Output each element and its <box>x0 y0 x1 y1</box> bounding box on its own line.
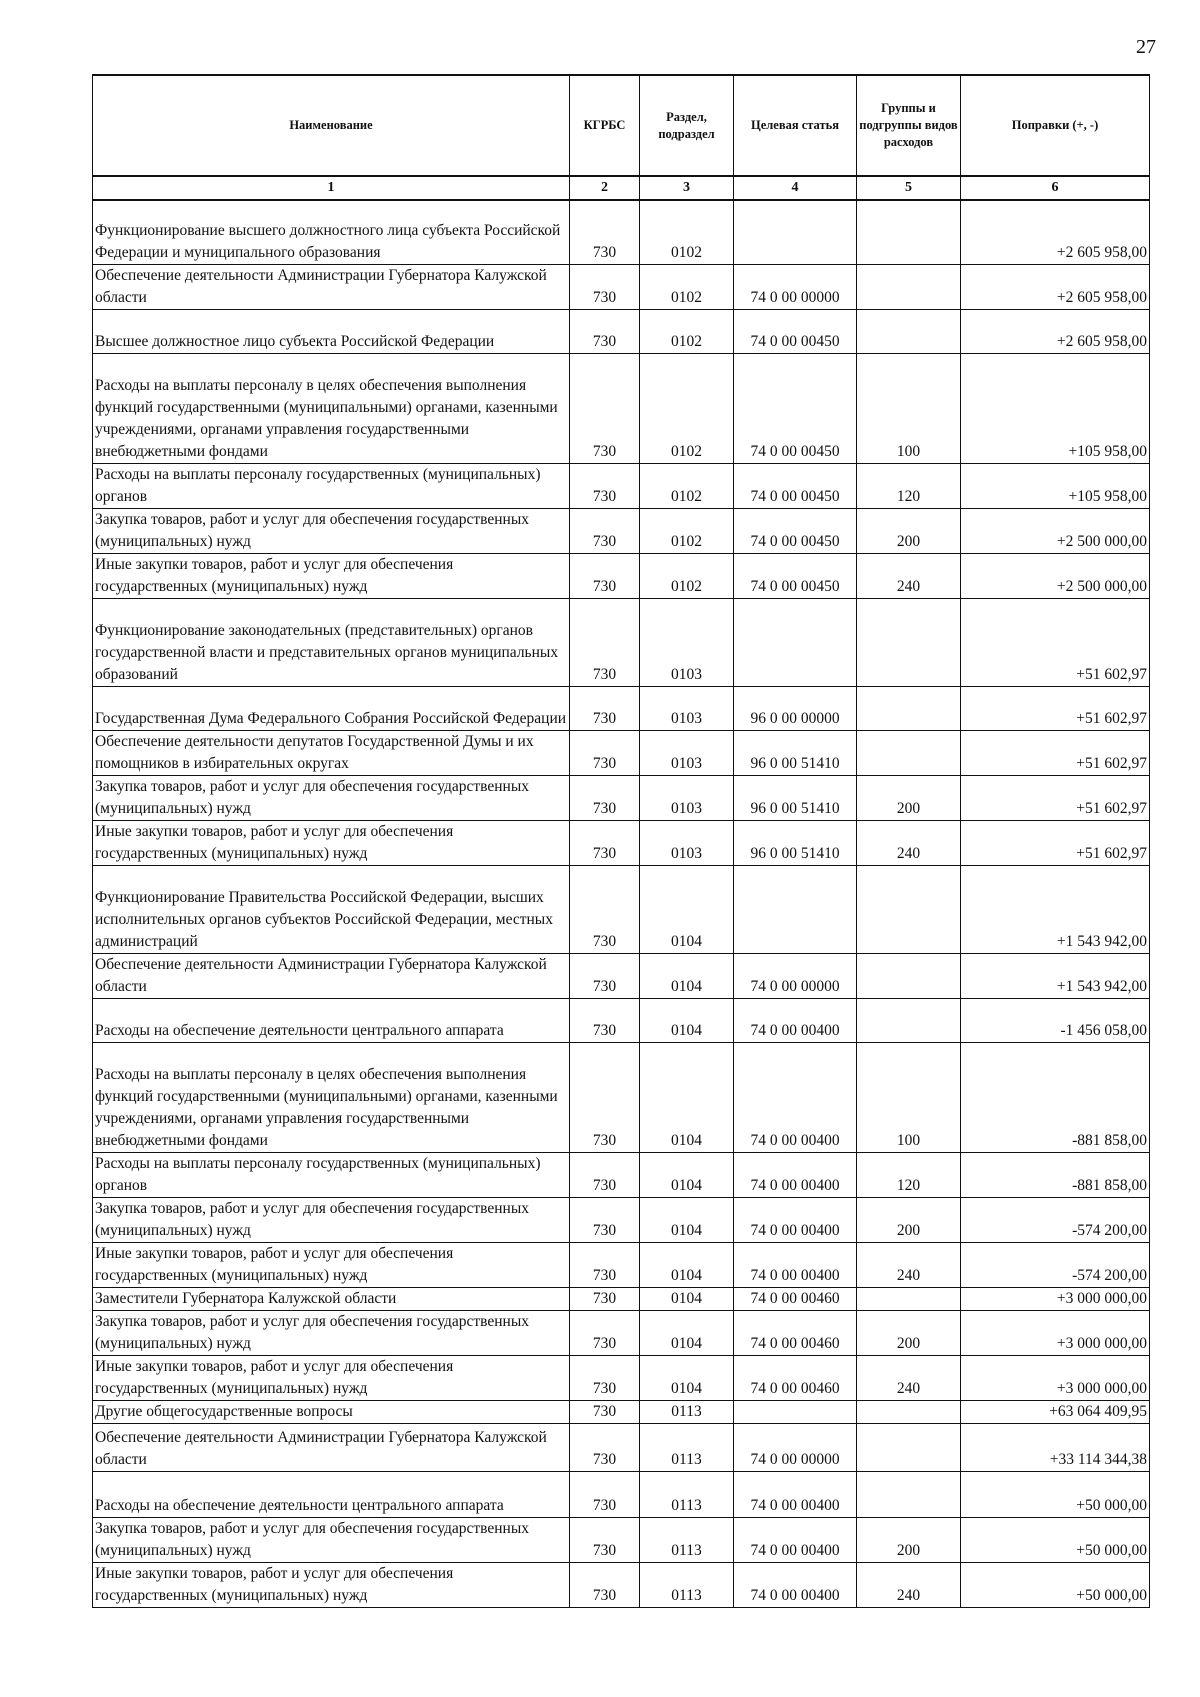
row-group <box>857 1400 961 1423</box>
row-section: 0102 <box>640 508 734 553</box>
column-number: 2 <box>570 176 640 200</box>
row-target: 74 0 00 00450 <box>734 553 857 598</box>
row-target: 74 0 00 00450 <box>734 508 857 553</box>
row-name: Иные закупки товаров, работ и услуг для обеспечения государственных (муниципальных) нужд <box>93 1562 570 1607</box>
row-amount: +63 064 409,95 <box>961 1400 1150 1423</box>
row-name: Закупка товаров, работ и услуг для обеспечения государственных (муниципальных) нужд <box>93 1517 570 1562</box>
row-kgrbs: 730 <box>570 1287 640 1310</box>
row-target: 96 0 00 00000 <box>734 686 857 730</box>
row-name: Обеспечение деятельности Администрации Губернатора Калужской области <box>93 1423 570 1471</box>
table-row <box>93 775 1150 820</box>
row-section: 0103 <box>640 730 734 775</box>
row-section: 0103 <box>640 686 734 730</box>
row-target: 96 0 00 51410 <box>734 730 857 775</box>
row-group: 240 <box>857 1562 961 1607</box>
row-amount: -1 456 058,00 <box>961 998 1150 1042</box>
row-name: Обеспечение деятельности Администрации Губернатора Калужской области <box>93 953 570 998</box>
row-kgrbs: 730 <box>570 1310 640 1355</box>
row-name: Закупка товаров, работ и услуг для обеспечения государственных (муниципальных) нужд <box>93 775 570 820</box>
row-amount: +105 958,00 <box>961 353 1150 463</box>
row-section: 0102 <box>640 309 734 353</box>
row-group: 200 <box>857 1197 961 1242</box>
row-name: Закупка товаров, работ и услуг для обеспечения государственных (муниципальных) нужд <box>93 1197 570 1242</box>
table-row <box>93 1197 1150 1242</box>
row-kgrbs: 730 <box>570 553 640 598</box>
row-group: 120 <box>857 1152 961 1197</box>
row-name: Функционирование высшего должностного лица субъекта Российской Федерации и муниципального образования <box>93 200 570 264</box>
row-kgrbs: 730 <box>570 1471 640 1517</box>
column-number: 3 <box>640 176 734 200</box>
row-group <box>857 865 961 953</box>
row-group: 240 <box>857 553 961 598</box>
row-name: Закупка товаров, работ и услуг для обеспечения государственных (муниципальных) нужд <box>93 1310 570 1355</box>
table-row <box>93 1310 1150 1355</box>
row-group: 200 <box>857 1517 961 1562</box>
row-name: Расходы на выплаты персоналу в целях обеспечения выполнения функций государственными (муниципальными) органами, казенными учреждениями, органами управления государственными внебюджетными фондами <box>93 353 570 463</box>
row-amount: +51 602,97 <box>961 730 1150 775</box>
row-target <box>734 1400 857 1423</box>
row-kgrbs: 730 <box>570 1355 640 1400</box>
row-name: Расходы на выплаты персоналу государственных (муниципальных) органов <box>93 463 570 508</box>
table-row <box>93 553 1150 598</box>
row-group: 240 <box>857 1242 961 1287</box>
row-name: Расходы на выплаты персоналу в целях обеспечения выполнения функций государственными (муниципальными) органами, казенными учреждениями, органами управления государственными внебюджетными фондами <box>93 1042 570 1152</box>
row-section: 0113 <box>640 1423 734 1471</box>
row-kgrbs: 730 <box>570 953 640 998</box>
row-amount: +2 605 958,00 <box>961 264 1150 309</box>
row-target: 74 0 00 00450 <box>734 309 857 353</box>
row-section: 0103 <box>640 598 734 686</box>
row-name: Расходы на обеспечение деятельности центрального аппарата <box>93 1471 570 1517</box>
row-section: 0102 <box>640 463 734 508</box>
row-section: 0104 <box>640 953 734 998</box>
table-row <box>93 598 1150 686</box>
row-target: 74 0 00 00000 <box>734 953 857 998</box>
row-target: 74 0 00 00000 <box>734 264 857 309</box>
row-name: Государственная Дума Федерального Собрания Российской Федерации <box>93 686 570 730</box>
row-amount: -881 858,00 <box>961 1042 1150 1152</box>
row-group <box>857 309 961 353</box>
row-target: 74 0 00 00400 <box>734 998 857 1042</box>
row-kgrbs: 730 <box>570 1152 640 1197</box>
row-group: 200 <box>857 508 961 553</box>
row-target: 74 0 00 00450 <box>734 353 857 463</box>
row-target: 74 0 00 00450 <box>734 463 857 508</box>
row-name: Закупка товаров, работ и услуг для обеспечения государственных (муниципальных) нужд <box>93 508 570 553</box>
row-target: 74 0 00 00460 <box>734 1287 857 1310</box>
row-kgrbs: 730 <box>570 463 640 508</box>
row-section: 0104 <box>640 1287 734 1310</box>
row-name: Иные закупки товаров, работ и услуг для обеспечения государственных (муниципальных) нужд <box>93 820 570 865</box>
row-target: 96 0 00 51410 <box>734 820 857 865</box>
row-section: 0113 <box>640 1400 734 1423</box>
table-row <box>93 1517 1150 1562</box>
row-kgrbs: 730 <box>570 264 640 309</box>
header-row <box>93 75 1150 176</box>
table-row <box>93 353 1150 463</box>
table-row <box>93 1562 1150 1607</box>
header-section: Раздел, подраздел <box>640 75 734 176</box>
table-row <box>93 309 1150 353</box>
row-kgrbs: 730 <box>570 998 640 1042</box>
row-group: 200 <box>857 775 961 820</box>
row-group <box>857 730 961 775</box>
row-section: 0104 <box>640 1355 734 1400</box>
row-group: 100 <box>857 1042 961 1152</box>
row-amount: +1 543 942,00 <box>961 865 1150 953</box>
row-amount: +2 605 958,00 <box>961 309 1150 353</box>
row-kgrbs: 730 <box>570 730 640 775</box>
row-amount: +33 114 344,38 <box>961 1423 1150 1471</box>
row-group <box>857 1287 961 1310</box>
row-amount: +105 958,00 <box>961 463 1150 508</box>
row-group <box>857 686 961 730</box>
row-name: Другие общегосударственные вопросы <box>93 1400 570 1423</box>
row-amount: -881 858,00 <box>961 1152 1150 1197</box>
row-section: 0104 <box>640 1152 734 1197</box>
row-kgrbs: 730 <box>570 598 640 686</box>
row-amount: +50 000,00 <box>961 1517 1150 1562</box>
row-section: 0104 <box>640 998 734 1042</box>
row-group: 100 <box>857 353 961 463</box>
row-group: 240 <box>857 820 961 865</box>
header-target: Целевая статья <box>734 75 857 176</box>
column-number-row <box>93 176 1150 200</box>
table-row <box>93 463 1150 508</box>
row-target <box>734 865 857 953</box>
row-group <box>857 264 961 309</box>
row-name: Функционирование законодательных (представительных) органов государственной власти и представительных органов муниципальных образований <box>93 598 570 686</box>
header-kgrbs: КГРБС <box>570 75 640 176</box>
table-row <box>93 1287 1150 1310</box>
page-number: 27 <box>1136 36 1156 58</box>
row-target <box>734 598 857 686</box>
row-amount: -574 200,00 <box>961 1242 1150 1287</box>
row-amount: +2 605 958,00 <box>961 200 1150 264</box>
row-target: 74 0 00 00000 <box>734 1423 857 1471</box>
row-kgrbs: 730 <box>570 309 640 353</box>
table-row <box>93 820 1150 865</box>
row-section: 0103 <box>640 820 734 865</box>
row-section: 0102 <box>640 553 734 598</box>
row-kgrbs: 730 <box>570 508 640 553</box>
row-name: Функционирование Правительства Российской Федерации, высших исполнительных органов субъектов Российской Федерации, местных администраций <box>93 865 570 953</box>
row-group <box>857 1423 961 1471</box>
row-amount: +51 602,97 <box>961 820 1150 865</box>
row-section: 0102 <box>640 353 734 463</box>
row-kgrbs: 730 <box>570 1197 640 1242</box>
row-section: 0104 <box>640 1310 734 1355</box>
column-number: 5 <box>857 176 961 200</box>
row-kgrbs: 730 <box>570 820 640 865</box>
column-number: 4 <box>734 176 857 200</box>
row-target: 74 0 00 00400 <box>734 1562 857 1607</box>
table-row <box>93 1042 1150 1152</box>
row-kgrbs: 730 <box>570 1423 640 1471</box>
row-target: 74 0 00 00400 <box>734 1517 857 1562</box>
row-section: 0113 <box>640 1517 734 1562</box>
table-row <box>93 264 1150 309</box>
row-name: Высшее должностное лицо субъекта Российской Федерации <box>93 309 570 353</box>
row-target: 74 0 00 00400 <box>734 1197 857 1242</box>
row-amount: +51 602,97 <box>961 775 1150 820</box>
row-group <box>857 1471 961 1517</box>
row-kgrbs: 730 <box>570 200 640 264</box>
row-section: 0102 <box>640 200 734 264</box>
table-row <box>93 1152 1150 1197</box>
row-name: Заместители Губернатора Калужской области <box>93 1287 570 1310</box>
row-name: Расходы на обеспечение деятельности центрального аппарата <box>93 998 570 1042</box>
row-target: 74 0 00 00400 <box>734 1242 857 1287</box>
row-target: 96 0 00 51410 <box>734 775 857 820</box>
row-kgrbs: 730 <box>570 1562 640 1607</box>
row-group <box>857 200 961 264</box>
table-row <box>93 730 1150 775</box>
row-group <box>857 998 961 1042</box>
row-section: 0104 <box>640 865 734 953</box>
row-target: 74 0 00 00460 <box>734 1310 857 1355</box>
row-section: 0104 <box>640 1042 734 1152</box>
row-amount: +50 000,00 <box>961 1471 1150 1517</box>
row-name: Расходы на выплаты персоналу государственных (муниципальных) органов <box>93 1152 570 1197</box>
table-row <box>93 686 1150 730</box>
row-target <box>734 200 857 264</box>
row-name: Иные закупки товаров, работ и услуг для обеспечения государственных (муниципальных) нужд <box>93 553 570 598</box>
row-amount: +1 543 942,00 <box>961 953 1150 998</box>
row-group <box>857 953 961 998</box>
row-amount: +3 000 000,00 <box>961 1310 1150 1355</box>
row-target: 74 0 00 00400 <box>734 1042 857 1152</box>
table-row <box>93 1242 1150 1287</box>
table-row <box>93 998 1150 1042</box>
row-group: 240 <box>857 1355 961 1400</box>
row-amount: +3 000 000,00 <box>961 1287 1150 1310</box>
table-row <box>93 508 1150 553</box>
row-kgrbs: 730 <box>570 1242 640 1287</box>
row-kgrbs: 730 <box>570 865 640 953</box>
table-row <box>93 1471 1150 1517</box>
row-name: Обеспечение деятельности Администрации Губернатора Калужской области <box>93 264 570 309</box>
row-name: Иные закупки товаров, работ и услуг для обеспечения государственных (муниципальных) нужд <box>93 1242 570 1287</box>
table-row <box>93 865 1150 953</box>
row-group: 120 <box>857 463 961 508</box>
row-section: 0113 <box>640 1562 734 1607</box>
row-kgrbs: 730 <box>570 1517 640 1562</box>
row-target: 74 0 00 00460 <box>734 1355 857 1400</box>
row-amount: +51 602,97 <box>961 686 1150 730</box>
row-amount: +3 000 000,00 <box>961 1355 1150 1400</box>
row-target: 74 0 00 00400 <box>734 1152 857 1197</box>
header-name: Наименование <box>93 75 570 176</box>
row-section: 0103 <box>640 775 734 820</box>
row-section: 0102 <box>640 264 734 309</box>
row-kgrbs: 730 <box>570 1042 640 1152</box>
column-number: 6 <box>961 176 1150 200</box>
row-amount: +50 000,00 <box>961 1562 1150 1607</box>
row-group <box>857 598 961 686</box>
row-section: 0104 <box>640 1242 734 1287</box>
row-group: 200 <box>857 1310 961 1355</box>
row-target: 74 0 00 00400 <box>734 1471 857 1517</box>
row-kgrbs: 730 <box>570 1400 640 1423</box>
row-kgrbs: 730 <box>570 775 640 820</box>
header-corrections: Поправки (+, -) <box>961 75 1150 176</box>
table-row <box>93 953 1150 998</box>
row-amount: +2 500 000,00 <box>961 553 1150 598</box>
row-amount: -574 200,00 <box>961 1197 1150 1242</box>
row-name: Иные закупки товаров, работ и услуг для обеспечения государственных (муниципальных) нужд <box>93 1355 570 1400</box>
column-number: 1 <box>93 176 570 200</box>
table-row <box>93 1400 1150 1423</box>
row-kgrbs: 730 <box>570 353 640 463</box>
table-row <box>93 200 1150 264</box>
row-amount: +51 602,97 <box>961 598 1150 686</box>
row-amount: +2 500 000,00 <box>961 508 1150 553</box>
row-section: 0104 <box>640 1197 734 1242</box>
budget-corrections-table <box>92 74 1150 1608</box>
header-groups: Группы и подгруппы видов расходов <box>857 75 961 176</box>
table-row <box>93 1423 1150 1471</box>
row-section: 0113 <box>640 1471 734 1517</box>
row-kgrbs: 730 <box>570 686 640 730</box>
table-row <box>93 1355 1150 1400</box>
row-name: Обеспечение деятельности депутатов Государственной Думы и их помощников в избирательных округах <box>93 730 570 775</box>
